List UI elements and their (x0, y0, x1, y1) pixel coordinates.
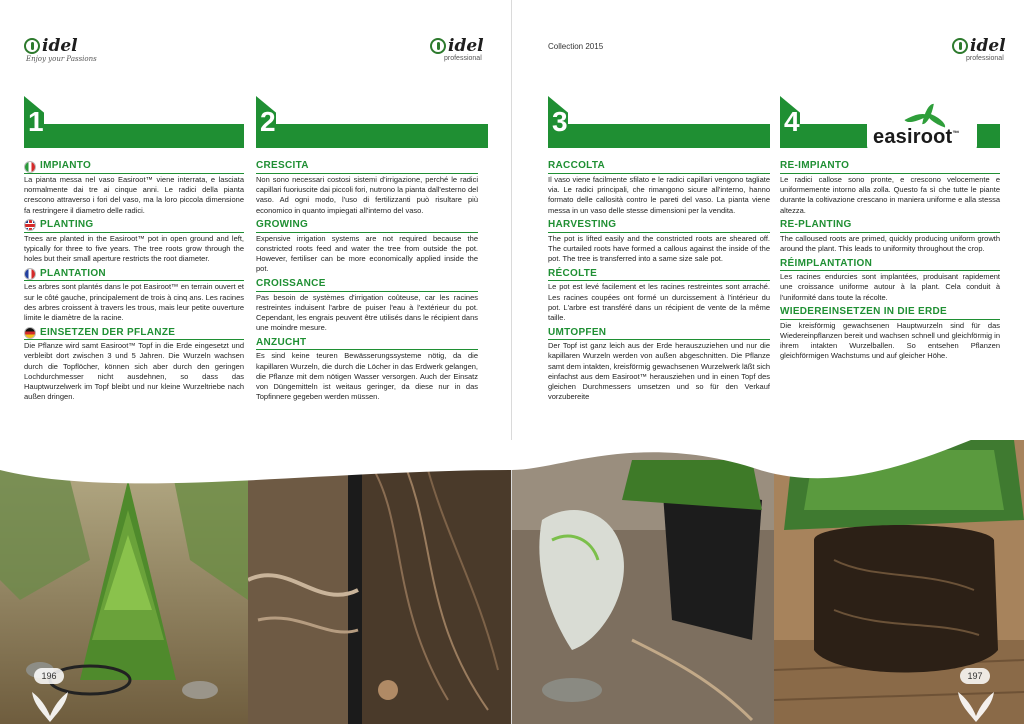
section-wiedereinsetzen (780, 306, 1000, 362)
section-title: GROWING (256, 219, 309, 231)
section-text: Il vaso viene facilmente sfilato e le radici capillari vengono tagliate via. Le radici principali, che rimangono sicure all'interno, hanno formato delle callosità contro le pareti del vaso. La pianta viene messa in un vaso delle stesse dimensioni per la vendita. (548, 175, 770, 215)
section-re-planting (780, 219, 1000, 254)
step-2-column (256, 160, 478, 405)
idel-logo-wordmark: idel (970, 36, 1006, 56)
right-page (512, 0, 1024, 724)
idel-logo-tagline: Enjoy your Passions (26, 55, 97, 63)
section-text: Les arbres sont plantés dans le pot Easiroot™ en terrain ouvert et sur le côté gauche, principalement de trois à cinq ans. Les racines des arbres croissent à travers les trous, mais leur petite ouverture limite le diamètre de la racine. (24, 282, 244, 323)
section-title: PLANTATION (40, 267, 106, 279)
photo-harvesting-pot (512, 440, 774, 724)
step-1-column (24, 160, 244, 405)
section-impianto (24, 160, 244, 216)
section-header (256, 160, 478, 174)
step-3-band (548, 124, 770, 148)
section-title: UMTOPFEN (548, 326, 607, 338)
glove-and-pot-illustration (512, 440, 774, 724)
easiroot-wordmark: easiroot™ (873, 126, 960, 148)
section-text: Non sono necessari costosi sistemi d'irrigazione, perché le radici capillari fuoriuscite dai piccoli fori, nutrono la pianta dall'esterno del vaso. Ad ogni modo, l'uso di fertilizzanti può risultare più economico in quanto impiegati all'interno del vaso. (256, 175, 478, 215)
section-umtopfen (548, 326, 770, 402)
section-raccolta (548, 160, 770, 216)
section-title: RÉCOLTE (548, 267, 598, 279)
section-croissance (256, 278, 478, 334)
section-text: Die Pflanze wird samt Easiroot™ Topf in die Erde eingesetzt und verbleibt dort zwischen 3 und 5 Jahren. Die Wurzeln wachsen durch die Topflöcher, können sich aber durch den geringen Lochdurchmesser nicht ausdehnen, so dass das Hauptwurzelwerk im Topf bleibt und nur kleine Wurzeltriebe nach außen dringen. (24, 341, 244, 402)
section-re-impianto (780, 160, 1000, 216)
section-header (780, 160, 1000, 174)
section-plantation (24, 267, 244, 323)
section-header (24, 267, 244, 281)
section-title: RE-IMPIANTO (780, 160, 850, 172)
section-text: Le radici callose sono pronte, e crescono velocemente e uniformemente intorno alla zolla. Questo fa sì che tutte le piante durante la coltivazione crescano in maniera uniforme e alla stessa altezza. (780, 175, 1000, 215)
step-1-number: 1 (28, 106, 44, 137)
france-flag-icon (24, 268, 36, 280)
step-2-number: 2 (260, 106, 276, 137)
step-4-number: 4 (784, 106, 800, 137)
section-title: IMPIANTO (40, 160, 92, 172)
section-harvesting (548, 219, 770, 265)
section-text: Die kreisförmig gewachsenen Hauptwurzeln sind für das Wiedereinpflanzen bereit und wachsen schnell und gleichförmig in ihrem intakten Wurzelballen. So entsehen Pflanzen gleichförmigen Wachstums und auf gleicher Höhe. (780, 320, 1000, 361)
section-title: CROISSANCE (256, 278, 326, 290)
section-crescita (256, 160, 478, 216)
section-header (256, 219, 478, 233)
section-reimplantation (780, 257, 1000, 303)
section-einsetzen (24, 326, 244, 402)
step-4-column (780, 160, 1000, 365)
section-title: ANZUCHT (256, 336, 307, 348)
section-title: HARVESTING (548, 219, 617, 231)
step-2-band (256, 124, 488, 148)
photo-root-closeup (248, 440, 512, 724)
idel-logo-left (24, 36, 97, 63)
section-title: RÉIMPLANTATION (780, 257, 873, 269)
step-1-band (24, 124, 244, 148)
section-text: Le pot est levé facilement et les racines restreintes sont arraché. Les racines coupées ont formé un durcissement à l'intérieur du pot. L'arbre est transféré dans un récipient de vente de la même taille. (548, 282, 770, 323)
section-header (780, 257, 1000, 271)
section-growing (256, 219, 478, 275)
section-title: EINSETZEN DER PFLANZE (40, 326, 176, 338)
section-header (24, 219, 244, 233)
section-header (548, 326, 770, 340)
uk-flag-icon (24, 219, 36, 231)
collection-label: Collection 2015 (548, 42, 604, 51)
idel-logo-sub: professional (444, 55, 482, 62)
section-header (548, 160, 770, 174)
germany-flag-icon (24, 327, 36, 339)
section-title: CRESCITA (256, 160, 309, 172)
idel-logo-wordmark: idel (42, 36, 78, 56)
section-header (24, 160, 244, 174)
section-title: PLANTING (40, 219, 94, 231)
section-header (256, 278, 478, 292)
section-header (548, 219, 770, 233)
step-3-column (548, 160, 770, 405)
section-planting (24, 219, 244, 265)
easiroot-logo (867, 106, 977, 150)
roots-illustration (248, 440, 512, 724)
section-header (256, 336, 478, 350)
step-3-number: 3 (552, 106, 568, 137)
page-number-left: 196 (34, 668, 64, 684)
section-title: RACCOLTA (548, 160, 606, 172)
idel-logo-sub: professional (966, 55, 1004, 62)
section-text: Pas besoin de systèmes d'irrigation coûteuse, car les racines restreintes induisent l'arbre de puiser l'eau à l'extérieur du pot. Cependant, les engrais peuvent être utilisés dans le récipient dans une moindre mesure. (256, 292, 478, 333)
section-title: WIEDEREINSETZEN IN DIE ERDE (780, 306, 948, 318)
section-header (548, 267, 770, 281)
idel-professional-logo-right (952, 36, 1006, 62)
section-text: Der Topf ist ganz leich aus der Erde herauszuziehen und nur die kapillaren Wurzeln werden von außen abgeschnitten. Die Pflanze samt dem intakten, kreisförmig gewachsenen Wurzelwerk läßt sich einfachst aus dem Easiroot™ herausziehen und in einen Topf des gleichen Durchmessers umsetzen und so für den Verkauf vorzubereite (548, 341, 770, 402)
italy-flag-icon (24, 161, 36, 173)
section-recolte (548, 267, 770, 323)
idel-logo-icon (430, 38, 446, 54)
section-anzucht (256, 336, 478, 402)
section-text: Trees are planted in the Easiroot™ pot in open ground and left, typically for three to five years. The tree roots grow through the holes but their small aperture restricts the root diameter. (24, 233, 244, 264)
leaf-ornament-icon (956, 686, 996, 722)
section-header (780, 219, 1000, 233)
section-header (780, 306, 1000, 320)
idel-logo-icon (24, 38, 40, 54)
section-text: Les racines endurcies sont implantées, produisant rapidement une croissance uniforme autour à la plant. Cela conduit à l'uniformité dans toute la récolte. (780, 272, 1000, 302)
section-text: The calloused roots are primed, quickly producing uniform growth around the plant. This leads to uniformity throughout the crop. (780, 233, 1000, 254)
section-text: The pot is lifted easily and the constricted roots are sheared off. The curtailed roots have formed a callous against the inside of the pot. The tree is transferred into a same size sale pot. (548, 233, 770, 264)
idel-logo-wordmark: idel (448, 36, 484, 56)
idel-logo-icon (952, 38, 968, 54)
section-text: La pianta messa nel vaso Easiroot™ viene interrata, e lasciata normalmente dai tre ai cinque anni. Le radici della pianta crescono attraverso i fori del vaso, ma la loro piccola dimensione fa restringere il diametro delle radici. (24, 175, 244, 215)
page-number-right: 197 (960, 668, 990, 684)
section-title: RE-PLANTING (780, 219, 852, 231)
idel-professional-logo-center (430, 36, 484, 62)
section-header (24, 326, 244, 340)
section-text: Es sind keine teuren Bewässerungssysteme nötig, da die kapillaren Wurzeln, die durch die Löcher in das Erdwerk gelangen, die Pflanze mit dem nötigen Wasser versorgen. Auch der Einsatz von Düngemitteln ist weitaus geringer, da diese nur in das Topfinnere gegeben werden müssen. (256, 351, 478, 402)
section-text: Expensive irrigation systems are not required because the constricted roots feed and water the tree from outside the pot. However, fertiliser can be more economically applied inside the pot. (256, 233, 478, 274)
leaf-ornament-icon (30, 686, 70, 722)
